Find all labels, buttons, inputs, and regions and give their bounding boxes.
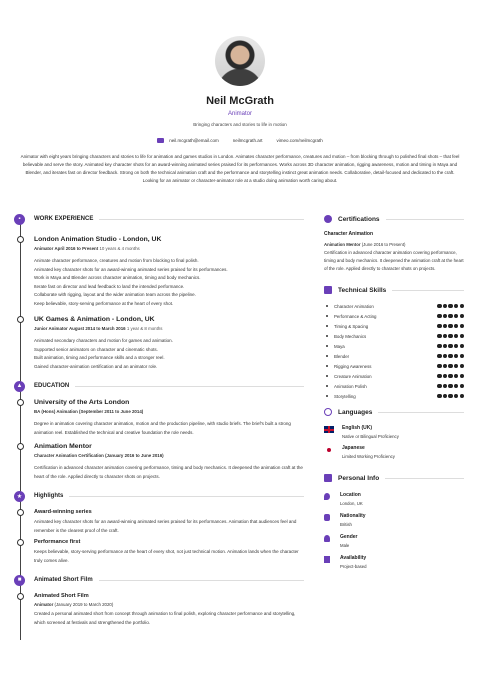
bullet-icon bbox=[326, 395, 328, 397]
personal-gender: Gender Male bbox=[324, 534, 464, 548]
briefcase-icon: ▪ bbox=[14, 214, 25, 225]
personal-nationality: Nationality British bbox=[324, 513, 464, 527]
right-column bbox=[324, 212, 464, 569]
website-contact[interactable]: neilmcgrath.art bbox=[232, 138, 263, 144]
japan-flag-icon bbox=[324, 446, 334, 453]
skill-row bbox=[324, 301, 464, 311]
divider bbox=[99, 219, 304, 220]
experience-section bbox=[14, 212, 304, 371]
divider bbox=[378, 412, 464, 413]
skill-level-dot bbox=[448, 374, 452, 378]
resume-header bbox=[0, 0, 480, 185]
skill-level-dot bbox=[454, 304, 458, 308]
skill-level-dot bbox=[448, 364, 452, 368]
badge-icon bbox=[324, 215, 332, 223]
skill-name: Maya bbox=[334, 343, 345, 349]
skill-level-dot bbox=[460, 394, 464, 398]
skill-level bbox=[437, 384, 464, 388]
skill-level-dot bbox=[460, 384, 464, 388]
timeline-dot bbox=[17, 443, 24, 450]
skill-name: Timing & Spacing bbox=[334, 323, 369, 329]
skill-name: Performance & Acting bbox=[334, 313, 377, 319]
skill-level-dot bbox=[448, 314, 452, 318]
skill-level-dot bbox=[460, 354, 464, 358]
education-meta: Character Animation Certification (January 2016 to June 2016) bbox=[34, 453, 164, 458]
skill-level-dot bbox=[454, 364, 458, 368]
certifications-section bbox=[324, 212, 464, 273]
skill-row bbox=[324, 351, 464, 361]
timeline-dot bbox=[17, 539, 24, 546]
skill-level-dot bbox=[454, 344, 458, 348]
skill-level-dot bbox=[443, 304, 447, 308]
skill-level-dot bbox=[437, 334, 441, 338]
personal-availability: Availability Project-based bbox=[324, 555, 464, 569]
skill-level-dot bbox=[448, 354, 452, 358]
skill-level-dot bbox=[443, 384, 447, 388]
skill-row bbox=[324, 321, 464, 331]
skill-level-dot bbox=[454, 374, 458, 378]
person-icon bbox=[324, 535, 330, 542]
job-title: Animator bbox=[227, 111, 252, 117]
certification-title: Character Animation bbox=[324, 231, 373, 237]
divider bbox=[392, 290, 464, 291]
highlight-title: Award-winning series bbox=[34, 509, 92, 515]
skill-level-dot bbox=[448, 334, 452, 338]
divider bbox=[99, 580, 304, 581]
experience-meta: Junior Animator August 2014 to March 2016 1 year & 8 months bbox=[34, 326, 163, 331]
experience-item bbox=[14, 232, 304, 308]
timeline-dot bbox=[17, 399, 24, 406]
left-column bbox=[14, 212, 304, 627]
id-card-icon bbox=[324, 474, 332, 482]
bullet-icon bbox=[326, 375, 328, 377]
language-item: Japanese Limited Working Proficiency bbox=[324, 445, 464, 459]
section-title: Personal Info bbox=[338, 474, 380, 482]
bullet-icon bbox=[326, 305, 328, 307]
education-section bbox=[14, 379, 304, 481]
skill-level-dot bbox=[448, 324, 452, 328]
skill-name: Creature Animation bbox=[334, 373, 372, 379]
envelope-icon bbox=[157, 138, 164, 143]
skill-level bbox=[437, 354, 464, 358]
divider bbox=[69, 496, 304, 497]
skill-level-dot bbox=[437, 304, 441, 308]
bullet-icon bbox=[326, 355, 328, 357]
email-contact[interactable]: neil.mcgrath@email.com bbox=[157, 138, 219, 143]
skill-level bbox=[437, 334, 464, 338]
experience-item bbox=[14, 312, 304, 371]
timeline-dot bbox=[17, 316, 24, 323]
divider bbox=[386, 219, 464, 220]
skill-level-dot bbox=[460, 314, 464, 318]
skill-level bbox=[437, 324, 464, 328]
person-name: Neil McGrath bbox=[206, 95, 274, 107]
skill-row bbox=[324, 381, 464, 391]
skill-level-dot bbox=[437, 384, 441, 388]
highlight-item bbox=[14, 505, 304, 535]
skill-level-dot bbox=[443, 314, 447, 318]
bullet-icon bbox=[326, 345, 328, 347]
film-icon: ■ bbox=[14, 575, 25, 586]
skill-level-dot bbox=[460, 374, 464, 378]
graduation-cap-icon: ▲ bbox=[14, 381, 25, 392]
bullet-icon bbox=[326, 365, 328, 367]
globe-icon bbox=[324, 408, 332, 416]
skill-level bbox=[437, 394, 464, 398]
skill-level bbox=[437, 374, 464, 378]
highlight-item bbox=[14, 535, 304, 565]
timeline-dot bbox=[17, 236, 24, 243]
section-title: Technical Skills bbox=[338, 286, 387, 294]
bullet-icon bbox=[326, 325, 328, 327]
skill-level bbox=[437, 364, 464, 368]
skill-level-dot bbox=[448, 394, 452, 398]
section-title: Certifications bbox=[338, 215, 380, 223]
summary: Animator with eight years bringing characters and stories to life for animation and games studios in London. Animates character performance, creatures and motion – from blocking through to polished final shots – that feel believable and serve the story. Animated key character shots for an award-winning animated series praised for its performances. Works across 3D character animation, rigging awareness, motion and timing in Maya and Blender, and iterates fast on director feedback. Strong on both the technical animation craft and the performance and storytelling instinct great animation needs. Collaborative, detail-focused and dedicated to the craft. Looking for an animator or character-animator role at a studio doing animation worth caring about. bbox=[20, 154, 460, 184]
experience-meta: Animator April 2016 to Present 10 years & 4 months bbox=[34, 246, 140, 251]
timeline-dot bbox=[17, 509, 24, 516]
bullet-icon bbox=[326, 335, 328, 337]
education-title: University of the Arts London bbox=[34, 399, 130, 406]
divider bbox=[385, 478, 464, 479]
flag-icon bbox=[324, 514, 330, 521]
profile-photo bbox=[215, 36, 265, 86]
skill-level-dot bbox=[437, 344, 441, 348]
project-body: Created a personal animated short from concept through animation to final polish, exploring character performance and storytelling, which screened at festivals and strengthened the portfolio. bbox=[34, 611, 296, 625]
skill-level-dot bbox=[443, 344, 447, 348]
skill-name: Blender bbox=[334, 353, 350, 359]
skill-name: Storytelling bbox=[334, 393, 356, 399]
section-title: EDUCATION bbox=[34, 383, 70, 389]
vimeo-contact[interactable]: vimeo.com/neilmcgrath bbox=[276, 138, 323, 144]
skill-level bbox=[437, 304, 464, 308]
skill-row bbox=[324, 311, 464, 321]
skill-row bbox=[324, 331, 464, 341]
personal-location: Location London, UK bbox=[324, 492, 464, 506]
skill-level-dot bbox=[437, 314, 441, 318]
skill-level bbox=[437, 314, 464, 318]
toolbox-icon bbox=[324, 286, 332, 294]
experience-bullets: Animate character performance, creatures and motion from blocking to final polish. Animated key character shots for an award-winning animated series praised for its performances. Work in Maya and Blender across character animation, timing and body mechanics. Iterate fast on director and lead feedback to land the intended performance. Collaborate with rigging, layout and the wider animation team across the pipeline. Keep believable, story-serving performance at the heart of every shot. bbox=[34, 258, 228, 306]
divider bbox=[75, 386, 304, 387]
hourglass-icon bbox=[324, 556, 330, 563]
project-title: Animated Short Film bbox=[34, 593, 89, 599]
uk-flag-icon bbox=[324, 426, 334, 433]
skill-level-dot bbox=[454, 384, 458, 388]
skill-level-dot bbox=[443, 354, 447, 358]
skill-level-dot bbox=[437, 364, 441, 368]
education-item bbox=[14, 395, 304, 437]
certification-meta: Animation Mentor (June 2016 to Present) bbox=[324, 242, 406, 247]
skill-level-dot bbox=[454, 394, 458, 398]
personal-info-section bbox=[324, 471, 464, 569]
skill-name: Animation Polish bbox=[334, 383, 367, 389]
experience-title: London Animation Studio - London, UK bbox=[34, 236, 162, 243]
skill-name: Body Mechanics bbox=[334, 333, 367, 339]
skill-level-dot bbox=[443, 394, 447, 398]
short-film-section bbox=[14, 573, 304, 627]
section-title: Languages bbox=[338, 408, 373, 416]
section-title: Animated Short Film bbox=[34, 577, 93, 583]
skill-level-dot bbox=[443, 334, 447, 338]
language-item: English (UK) Native or Bilingual Proficiency bbox=[324, 425, 464, 439]
skill-row bbox=[324, 391, 464, 401]
skill-level-dot bbox=[437, 394, 441, 398]
skill-level-dot bbox=[454, 324, 458, 328]
skill-level-dot bbox=[460, 364, 464, 368]
education-body: Degree in animation covering character animation, motion and the production pipeline, with studio briefs. The brief's built a strong animation reel. Established the technical and creative foundation the role needs. bbox=[34, 421, 291, 435]
skill-level-dot bbox=[443, 374, 447, 378]
skill-level-dot bbox=[443, 364, 447, 368]
skill-row bbox=[324, 371, 464, 381]
skill-level-dot bbox=[448, 344, 452, 348]
skill-level-dot bbox=[454, 354, 458, 358]
languages-section bbox=[324, 405, 464, 459]
skill-row bbox=[324, 361, 464, 371]
bullet-icon bbox=[326, 315, 328, 317]
experience-bullets: Animated secondary characters and motion for games and animation. Supported senior animators on character and cinematic shots. Built animation, timing and performance skills and a stronger reel. Gained character-animation certification and an animator role. bbox=[34, 338, 173, 369]
skill-level-dot bbox=[448, 384, 452, 388]
skill-level-dot bbox=[443, 324, 447, 328]
skill-level-dot bbox=[460, 334, 464, 338]
experience-title: UK Games & Animation - London, UK bbox=[34, 316, 155, 323]
education-item bbox=[14, 439, 304, 481]
skill-name: Character Animation bbox=[334, 303, 374, 309]
skill-level-dot bbox=[460, 324, 464, 328]
highlights-section bbox=[14, 489, 304, 565]
highlight-body: Keeps believable, story-serving performance at the heart of every shot, not just technical motion. Animation lands when the character truly comes alive. bbox=[34, 549, 299, 563]
skill-level-dot bbox=[448, 304, 452, 308]
education-meta: BA (Hons) Animation (September 2011 to June 2014) bbox=[34, 409, 144, 414]
skill-level-dot bbox=[460, 344, 464, 348]
skills-section bbox=[324, 283, 464, 401]
contact-row bbox=[0, 138, 480, 143]
tagline: Bringing characters and stories to life in motion bbox=[193, 122, 287, 127]
skill-level-dot bbox=[437, 354, 441, 358]
bullet-icon bbox=[326, 385, 328, 387]
skill-level-dot bbox=[460, 304, 464, 308]
education-title: Animation Mentor bbox=[34, 443, 92, 450]
skill-row bbox=[324, 341, 464, 351]
skill-level-dot bbox=[454, 314, 458, 318]
section-title: Highlights bbox=[34, 493, 64, 499]
certification-body: Certification in advanced character animation covering performance, timing and body mechanics. It deepened the animation craft at the heart of the role. Applied directly to character shots on projects. bbox=[324, 250, 464, 271]
skill-level bbox=[437, 344, 464, 348]
skills-list bbox=[324, 301, 464, 401]
education-body: Certification in advanced character animation covering performance, timing and body mechanics. It deepened the animation craft at the heart of the role. Applied directly to character shots on projects. bbox=[34, 465, 303, 479]
section-title: WORK EXPERIENCE bbox=[34, 216, 94, 222]
skill-level-dot bbox=[454, 334, 458, 338]
timeline-dot bbox=[17, 593, 24, 600]
project-item bbox=[14, 589, 304, 627]
skill-level-dot bbox=[437, 374, 441, 378]
star-icon: ★ bbox=[14, 491, 25, 502]
highlight-body: Animated key character shots for an award-winning animated series praised for its performances. Animation that audiences feel and remember is the clearest proof of the craft. bbox=[34, 519, 297, 533]
location-pin-icon bbox=[324, 493, 330, 500]
skill-level-dot bbox=[437, 324, 441, 328]
project-meta: Animator (January 2019 to March 2020) bbox=[34, 602, 114, 607]
skill-name: Rigging Awareness bbox=[334, 363, 372, 369]
highlight-title: Performance first bbox=[34, 539, 81, 545]
